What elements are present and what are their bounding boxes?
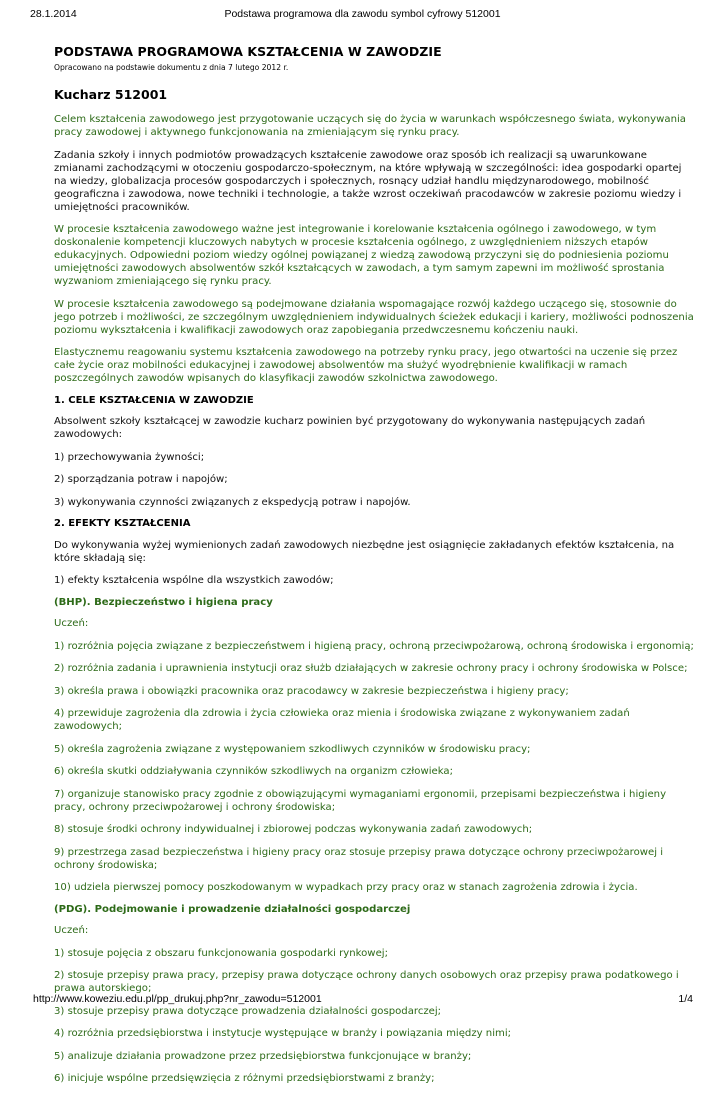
intro-paragraph: Zadania szkoły i innych podmiotów prowadzących kształcenie zawodowe oraz sposób ich realizacji są uwarunkowane zmianami zachodzącymi w otoczeniu gospodarczo-społecznym, na które wpływają w szczególności: idea gospodarki opartej na wiedzy, globalizacja procesów gospodarczych i społecznych, rosnący udział handlu międzynarodowego, mobilność geograficzna i zawodowa, nowe techniki i technologie, a także wzrost oczekiwań pracodawców w zakresie poziomu wiedzy i umiejętności pracowników. — [54, 149, 682, 213]
list-item: 1) efekty kształcenia wspólne dla wszystkich zawodów; — [54, 575, 334, 586]
print-footer — [0, 993, 725, 1009]
print-title: Podstawa programowa dla zawodu symbol cyfrowy 512001 — [224, 8, 501, 20]
list-item: 1) stosuje pojęcia z obszaru funkcjonowania gospodarki rynkowej; — [54, 947, 388, 959]
list-item: 3) określa prawa i obowiązki pracownika oraz pracodawcy w zakresie bezpieczeństwa i higieny pracy; — [54, 685, 569, 697]
intro-paragraph: Celem kształcenia zawodowego jest przygotowanie uczących się do życia w warunkach współczesnego świata, wykonywania pracy zawodowej i aktywnego funkcjonowania na zmieniającym się rynku pracy. — [54, 114, 686, 138]
list-item: 2) rozróżnia zadania i uprawnienia instytucji oraz służb działających w zakresie ochrony pracy i ochrony środowiska w Polsce; — [54, 663, 688, 674]
list-item: 8) stosuje środki ochrony indywidualnej i zbiorowej podczas wykonywania zadań zawodowych; — [54, 824, 533, 835]
intro-paragraph: W procesie kształcenia zawodowego ważne jest integrowanie i korelowanie kształcenia ogólnego i zawodowego, w tym doskonalenie kompetencji kluczowych nabytych w procesie kształcenia ogólnego, z uwzględnieniem niższych etapów edukacyjnych. Odpowiedni poziom wiedzy ogólnej powiązanej z wiedzą zawodową przyczyni się do podniesienia poziomu umiejętności zawodowych absolwentów szkół kształcących w zawodach, a tym samym zapewni im możliwość sprostania wyzwaniom zmieniającego się rynku pracy. — [54, 224, 669, 287]
document-title: PODSTAWA PROGRAMOWA KSZTAŁCENIA W ZAWODZIE — [54, 44, 442, 59]
list-item: 5) określa zagrożenia związane z występowaniem szkodliwych czynników w środowisku pracy; — [54, 743, 531, 755]
list-item: 6) inicjuje wspólne przedsięwzięcia z różnymi przedsiębiorstwami z branży; — [54, 1073, 435, 1084]
intro-paragraph: Elastycznemu reagowaniu systemu kształcenia zawodowego na potrzeby rynku pracy, jego otwartości na uczenie się przez całe życie oraz mobilności edukacyjnej i zawodowej absolwentów ma służyć wyodrębnienie kwalifikacji w ramach poszczególnych zawodów wpisanych do klasyfikacji zawodów szkolnictwa zawodowego. — [54, 347, 678, 384]
list-item: 5) analizuje działania prowadzone przez przedsiębiorstwa funkcjonujące w branży; — [54, 1050, 472, 1062]
list-item: 9) przestrzega zasad bezpieczeństwa i higieny pracy oraz stosuje przepisy prawa dotyczące ochrony przeciwpożarowej i ochrony środowiska; — [54, 846, 664, 871]
list-item: 1) rozróżnia pojęcia związane z bezpieczeństwem i higieną pracy, ochroną przeciwpożarową, ochroną środowiska i ergonomią; — [54, 640, 694, 652]
list-item: 3) stosuje przepisy prawa dotyczące prowadzenia działalności gospodarczej; — [54, 1005, 442, 1017]
student-label: Uczeń: — [54, 925, 89, 936]
list-item: 2) sporządzania potraw i napojów; — [54, 474, 228, 485]
job-title: Kucharz 512001 — [54, 87, 168, 102]
list-item: 3) wykonywania czynności związanych z ekspedycją potraw i napojów. — [54, 496, 411, 508]
list-item: 4) rozróżnia przedsiębiorstwa i instytucje występujące w branży i powiązania między nimi; — [54, 1028, 512, 1039]
page-number: 1/4 — [678, 993, 693, 1005]
list-item: 1) przechowywania żywności; — [54, 451, 205, 463]
section-heading: 2. EFEKTY KSZTAŁCENIA — [54, 518, 191, 529]
document-body — [54, 44, 694, 1095]
list-item: 10) udziela pierwszej pomocy poszkodowanym w wypadkach przy pracy oraz w stanach zagrożenia zdrowia i życia. — [54, 882, 638, 893]
unit-heading: (PDG). Podejmowanie i prowadzenie działalności gospodarczej — [54, 903, 411, 915]
list-item: 4) przewiduje zagrożenia dla zdrowia i życia człowieka oraz mienia i środowiska związane z wykonywaniem zadań zawodowych; — [54, 708, 630, 732]
document-subtitle: Opracowano na podstawie dokumentu z dnia 7 lutego 2012 r. — [54, 63, 289, 72]
student-label: Uczeń: — [54, 618, 89, 629]
print-date: 28.1.2014 — [30, 8, 77, 20]
list-item: 6) określa skutki oddziaływania czynników szkodliwych na organizm człowieka; — [54, 766, 453, 777]
print-url: http://www.koweziu.edu.pl/pp_drukuj.php?nr_zawodu=512001 — [33, 993, 322, 1005]
print-header — [0, 8, 725, 24]
section-lead: Absolwent szkoły kształcącej w zawodzie kucharz powinien być przygotowany do wykonywania następujących zadań zawodowych: — [54, 416, 646, 440]
unit-heading: (BHP). Bezpieczeństwo i higiena pracy — [54, 596, 273, 608]
section-lead: Do wykonywania wyżej wymienionych zadań zawodowych niezbędne jest osiągnięcie zakładanych efektów kształcenia, na które składają się: — [54, 539, 675, 564]
section-heading: 1. CELE KSZTAŁCENIA W ZAWODZIE — [54, 394, 254, 406]
intro-paragraph: W procesie kształcenia zawodowego są podejmowane działania wspomagające rozwój każdego uczącego się, stosownie do jego potrzeb i możliwości, ze szczególnym uwzględnieniem indywidualnych ścieżek edukacji i kariery, możliwości podnoszenia poziomu wykształcenia i kwalifikacji zawodowych oraz zapobiegania przedwczesnemu kończeniu nauki. — [54, 298, 694, 336]
list-item: 7) organizuje stanowisko pracy zgodnie z obowiązującymi wymaganiami ergonomii, przepisami bezpieczeństwa i higieny pracy, ochrony przeciwpożarowej i ochrony środowiska; — [54, 788, 667, 813]
list-item: 2) stosuje przepisy prawa pracy, przepisy prawa dotyczące ochrony danych osobowych oraz przepisy prawa podatkowego i prawa autorskiego; — [54, 970, 679, 994]
